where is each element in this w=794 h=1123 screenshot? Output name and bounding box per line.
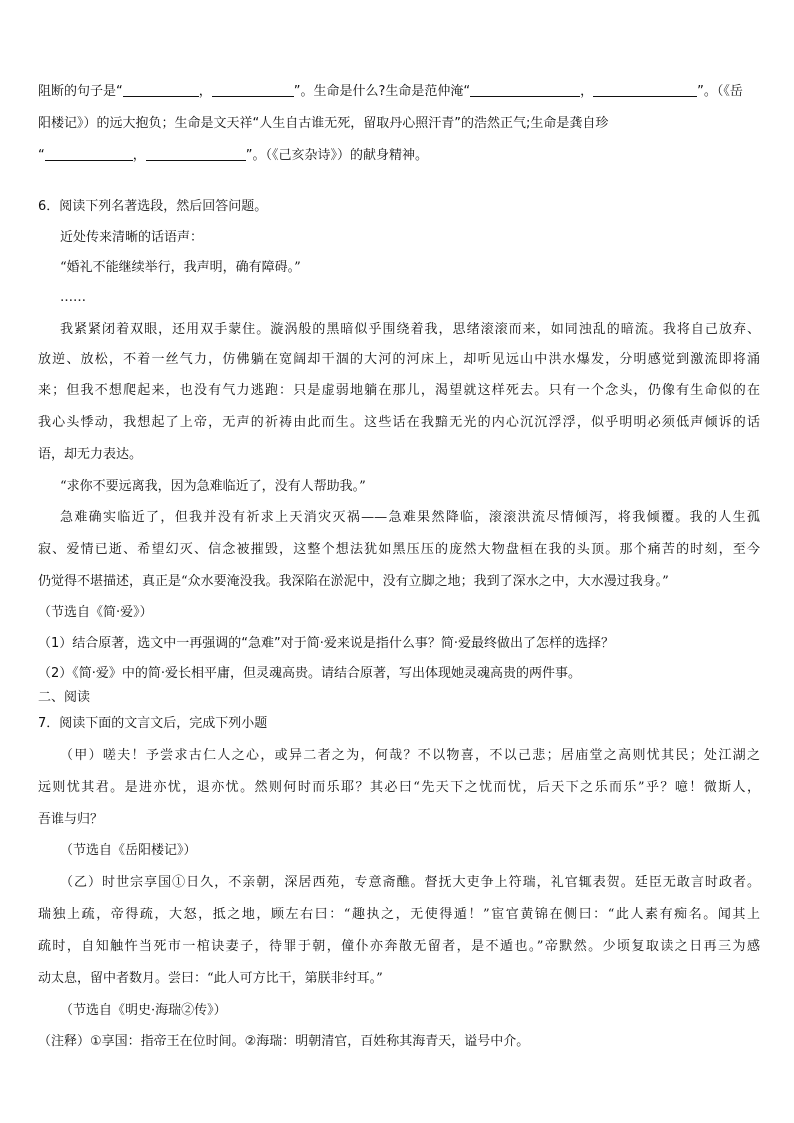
answer-blank[interactable] <box>593 82 697 97</box>
fill-in-line-3 <box>38 146 760 166</box>
text-segment: ， <box>580 84 594 99</box>
answer-blank[interactable] <box>146 146 246 161</box>
fill-in-line-1 <box>38 82 760 102</box>
answer-blank[interactable] <box>212 82 294 97</box>
answer-blank[interactable] <box>470 82 580 97</box>
answer-blank[interactable] <box>123 82 199 97</box>
text-segment: ， <box>132 148 146 163</box>
fill-in-line-2: 阳楼记》）的远大抱负；生命是文天祥“人生自古谁无死，留取丹心照汗青”的浩然正气;生命是龚自珍 <box>38 116 609 131</box>
passage-source: （节选自《岳阳楼记》） <box>60 843 197 858</box>
text-segment: 阻断的句子是“ <box>38 84 123 99</box>
text-segment: ”。（《己亥杂诗》）的献身精神。 <box>245 148 429 163</box>
passage-source: （节选自《简·爱》） <box>38 605 153 620</box>
sub-question-2: （2）《简·爱》中的简·爱长相平庸，但灵魂高贵。请结合原著，写出体现她灵魂高贵的两件事。 <box>38 666 582 681</box>
answer-blank[interactable] <box>45 146 133 161</box>
passage-source: （节选自《明史·海瑞②传》） <box>60 1003 227 1018</box>
text-segment: ， <box>198 84 212 99</box>
classical-text-line: 疏时，自知触忤当死市一棺诀妻子，待罪于朝，僮仆亦奔散无留者，是不遁也。”帝默然。少顷复取读之日再三为感 <box>38 939 760 954</box>
classical-text-line: 吾谁与归？ <box>38 812 104 827</box>
passage-line: 放逆、放松，不着一丝气力，仿佛躺在宽阔却干涸的大河的河床上，却听见远山中洪水爆发，分明感觉到激流即将涌 <box>38 352 760 367</box>
passage-ellipsis: …… <box>60 290 86 305</box>
section-heading: 二、阅读 <box>38 690 91 705</box>
passage-quote: “婚礼不能继续举行，我声明，确有障碍。” <box>60 260 301 275</box>
classical-text-line: （乙）时世宗享国①日久，不亲朝，深居西苑，专意斋醮。督抚大吏争上符瑞，礼官辄表贺。廷臣无敢言时政者。 <box>60 875 760 890</box>
passage-line: 来；但我不想爬起来，也没有气力逃跑：只是虚弱地躺在那儿，渴望就这样死去。只有一个念头，仍像有生命似的在 <box>38 383 760 398</box>
classical-text-line: 瑞独上疏，帝得疏，大怒，抵之地，顾左右曰：“趣执之，无使得遁！”宦官黄锦在侧曰：“此人素有痴名。闻其上 <box>38 907 760 922</box>
text-segment: “ <box>38 148 45 163</box>
passage-line: 我心头悸动，我想起了上帝，无声的祈祷由此而生。这些话在我黯无光的内心沉沉浮浮，似乎明明必须低声倾诉的话 <box>38 415 760 430</box>
classical-text-line: 远则忧其君。是进亦忧，退亦忧。然则何时而乐耶？其必曰“先天下之忧而忧，后天下之乐而乐”乎？噫！微斯人， <box>38 780 760 795</box>
annotation-note: （注释）①享国：指帝王在位时间。②海瑞：明朝清官，百姓称其海青天，谥号中介。 <box>38 1034 530 1049</box>
classical-text-line: （甲）嗟夫！予尝求古仁人之心，或异二者之为，何哉？不以物喜，不以己悲；居庙堂之高则忧其民；处江湖之 <box>60 748 760 763</box>
passage-line: 急难确实临近了，但我并没有祈求上天消灾灭祸——急难果然降临，滚滚洪流尽情倾泻，将我倾覆。我的人生孤 <box>60 510 760 525</box>
passage-line: 仍觉得不堪描述，真正是“众水要淹没我。我深陷在淤泥中，没有立脚之地；我到了深水之中，大水漫过我身。” <box>38 574 669 589</box>
passage-line: 近处传来清晰的话语声： <box>60 230 204 245</box>
passage-quote: “求你不要远离我，因为急难临近了，没有人帮助我。” <box>60 479 366 494</box>
text-segment: ”。生命是什么?生命是范仲淹“ <box>293 84 471 99</box>
passage-line: 语，却无力表达。 <box>38 447 143 462</box>
question-6-title: 6．阅读下列名著选段，然后回答问题。 <box>38 199 268 214</box>
passage-line: 我紧紧闭着双眼，还用双手蒙住。漩涡般的黑暗似乎围绕着我，思绪滚滚而来，如同浊乱的暗流。我将自己放弃、 <box>60 322 760 337</box>
question-7-title: 7．阅读下面的文言文后，完成下列小题 <box>38 716 268 731</box>
passage-line: 寂、爱情已逝、希望幻灭、信念被摧毁，这整个想法犹如黑压压的庞然大物盘桓在我的头顶。那个痛苦的时刻，至今 <box>38 542 760 557</box>
classical-text-line: 动太息，留中者数月。尝曰：“此人可方比干，第朕非纣耳。” <box>38 971 383 986</box>
sub-question-1: （1）结合原著，选文中一再强调的“急难”对于简·爱来说是指什么事？简·爱最终做出了怎样的选择？ <box>38 636 615 651</box>
text-segment: ”。（《岳 <box>697 84 743 99</box>
